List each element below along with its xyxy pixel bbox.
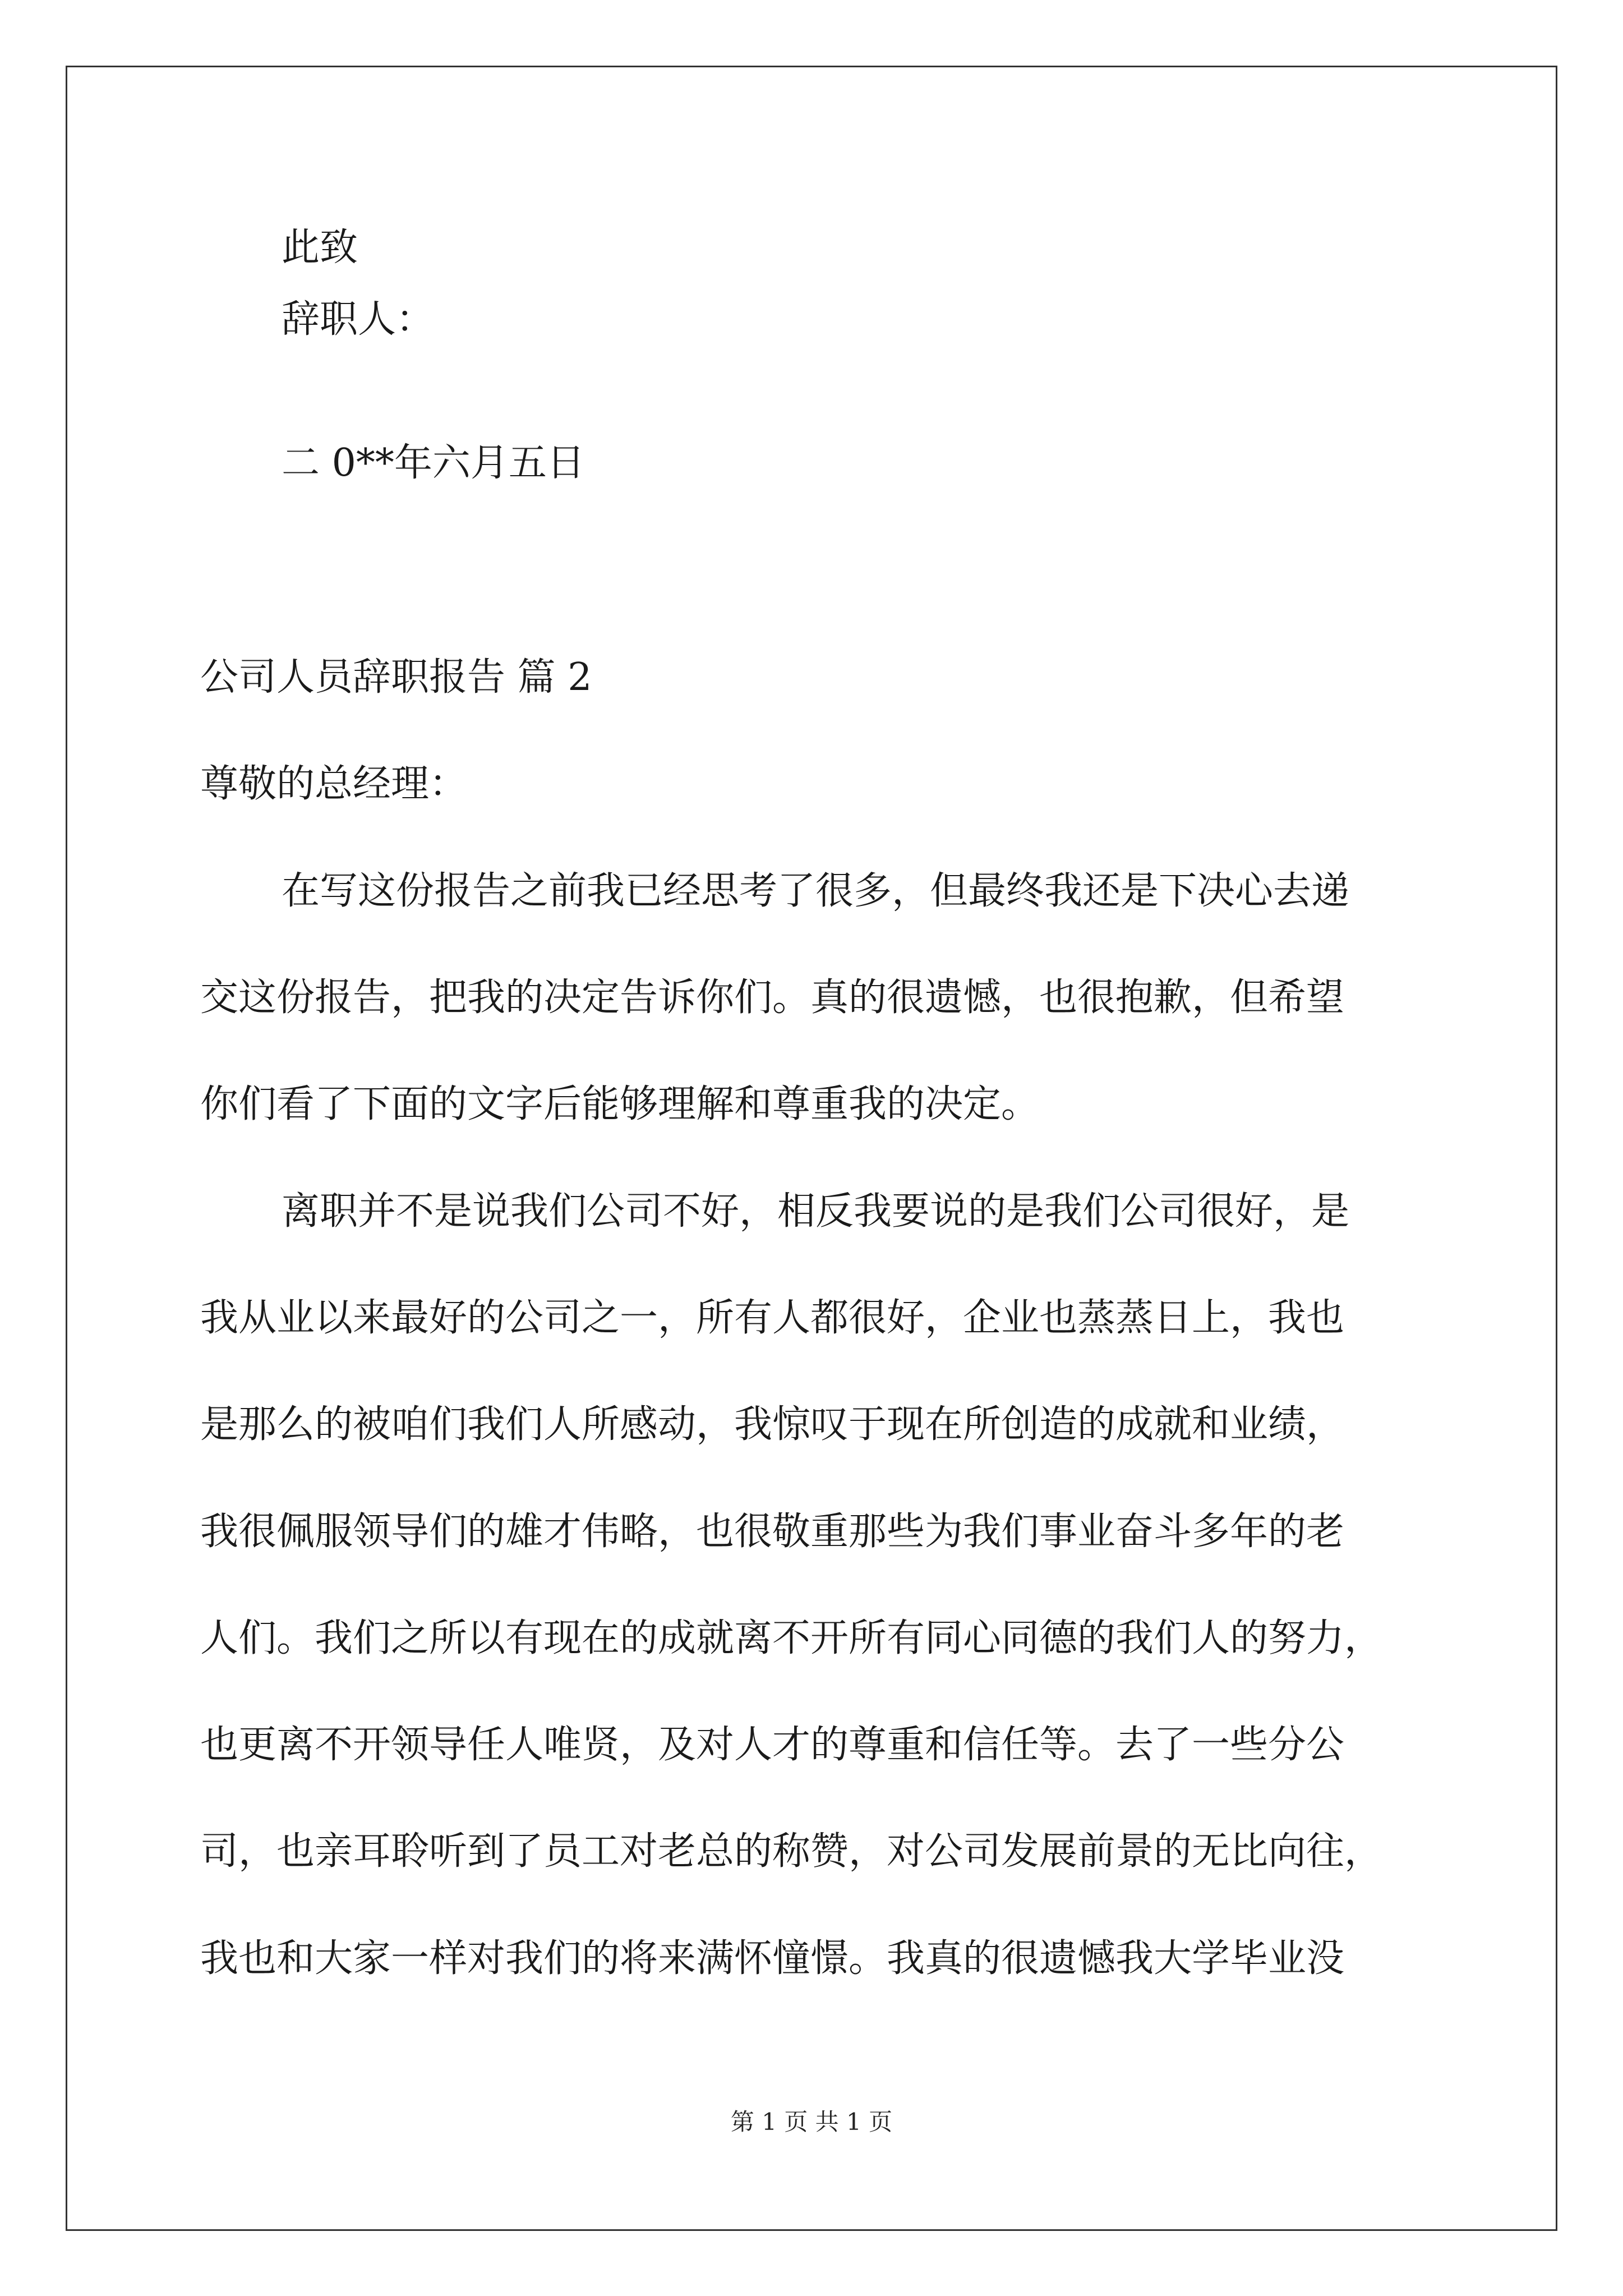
resigner-label: 辞职人： [282,297,435,342]
page-border [66,66,1557,2231]
paragraph-line: 也更离不开领导任人唯贤，及对人才的尊重和信任等。去了一些分公 [200,1723,1345,1767]
addressee: 尊敬的总经理： [200,762,468,806]
paragraph-line: 你们看了下面的文字后能够理解和尊重我的决定。 [200,1082,1040,1126]
section-title: 公司人员辞职报告 篇 2 [200,655,592,700]
page-footer: 第 1 页 共 1 页 [730,2108,893,2136]
paragraph-line: 人们。我们之所以有现在的成就离不开所有同心同德的我们人的努力， [200,1616,1383,1660]
paragraph-line: 交这份报告，把我的决定告诉你们。真的很遗憾，也很抱歉，但希望 [200,976,1345,1020]
paragraph-line: 离职并不是说我们公司不好，相反我要说的是我们公司很好，是 [282,1189,1350,1234]
paragraph-line: 我也和大家一样对我们的将来满怀憧憬。我真的很遗憾我大学毕业没 [200,1936,1345,1981]
paragraph-line: 我从业以来最好的公司之一，所有人都很好，企业也蒸蒸日上，我也 [200,1296,1345,1340]
closing-salutation: 此致 [282,226,358,270]
closing-date: 二 0**年六月五日 [282,441,585,485]
paragraph-line: 我很佩服领导们的雄才伟略，也很敬重那些为我们事业奋斗多年的老 [200,1510,1345,1554]
paragraph-line: 在写这份报告之前我已经思考了很多，但最终我还是下决心去递 [282,869,1350,913]
paragraph-line: 是那么的被咱们我们人所感动，我惊叹于现在所创造的成就和业绩， [200,1402,1345,1447]
paragraph-line: 司，也亲耳聆听到了员工对老总的称赞，对公司发展前景的无比向往， [200,1829,1383,1874]
